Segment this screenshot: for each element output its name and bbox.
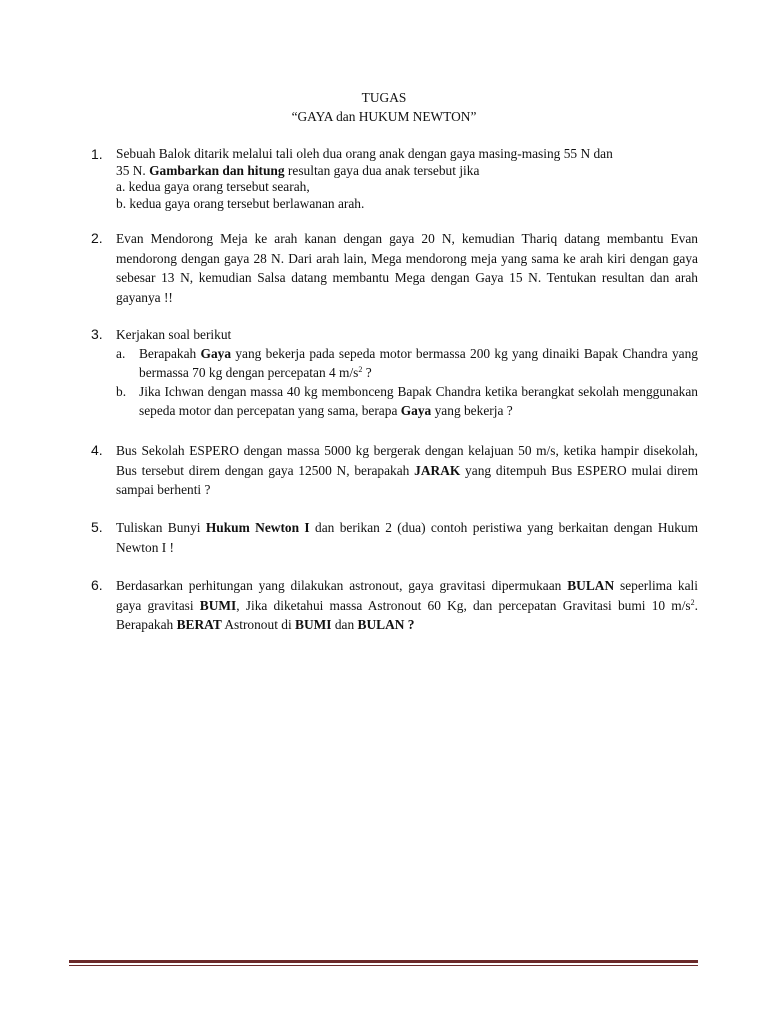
sub-question-b xyxy=(116,382,698,420)
superscript: 2 xyxy=(690,597,695,607)
question-line xyxy=(116,163,698,180)
question-body xyxy=(116,146,698,212)
question-body xyxy=(116,518,698,557)
text-run: Astronout di xyxy=(221,617,296,632)
text-run: ? xyxy=(362,365,372,380)
text-run: dan berikan 2 (dua) contoh peristiwa yang berkaitan dengan Hukum Newton I ! xyxy=(116,520,698,555)
sub-text xyxy=(139,382,698,420)
question-3 xyxy=(91,325,698,420)
text-run: Berdasarkan perhitungan yang dilakukan astronout, gaya gravitasi dipermukaan xyxy=(116,578,568,593)
text-run: yang bekerja ? xyxy=(431,403,513,418)
text-run: dan xyxy=(331,617,358,632)
sub-text xyxy=(139,344,698,382)
title-block xyxy=(0,88,768,126)
question-body xyxy=(116,576,698,635)
question-number: 2. xyxy=(91,230,103,246)
footer-rule-thin xyxy=(69,965,698,966)
text-run: resultan gaya dua anak tersebut jika xyxy=(284,162,480,178)
question-text xyxy=(116,576,698,635)
bold-text: BULAN ? xyxy=(357,617,415,632)
bold-text: Gaya xyxy=(400,403,432,418)
question-number: 1. xyxy=(91,146,103,162)
sub-letter: b. xyxy=(116,384,127,399)
sub-question-a xyxy=(116,344,698,382)
bold-text: Gaya xyxy=(200,346,232,361)
text-run: Tuliskan Bunyi xyxy=(116,520,206,535)
question-number: 5. xyxy=(91,519,103,535)
text-run: , Jika diketahui massa Astronout 60 Kg, dan percepatan Gravitasi bumi 10 m/s xyxy=(236,597,691,613)
text-run: 35 N. xyxy=(116,162,150,178)
sub-letter: a. xyxy=(116,346,126,361)
text-run: yang bekerja pada sepeda motor bermassa 200 kg yang dinaiki Bapak Chandra yang bermassa 70 kg dengan percepatan 4 m/s xyxy=(139,346,699,380)
question-body xyxy=(116,229,698,307)
bold-text: BERAT xyxy=(176,617,222,632)
question-body xyxy=(116,325,698,420)
text-run: yang ditempuh Bus ESPERO mulai direm sampai berhenti ? xyxy=(116,462,698,497)
question-text: Evan Mendorong Meja ke arah kanan dengan gaya 20 N, kemudian Thariq datang membantu Evan mendorong dengan gaya 28 N. Dari arah lain, Mega mendorong meja yang sama ke arah kiri dengan gaya sebesar 13 N, kemudian Salsa datang membantu Mega dengan Gaya 15 N. Tentukan resultan dan arah gayanya !! xyxy=(116,231,698,305)
question-line: Sebuah Balok ditarik melalui tali oleh dua orang anak dengan gaya masing-masing 55 N dan xyxy=(116,146,613,161)
bold-text: BULAN xyxy=(567,578,615,593)
question-4 xyxy=(91,441,698,500)
bold-text: Hukum Newton I xyxy=(205,520,310,535)
option-b: b. kedua gaya orang tersebut berlawanan arah. xyxy=(116,195,365,211)
bold-text: BUMI xyxy=(199,597,237,613)
question-number: 4. xyxy=(91,442,103,458)
question-number: 3. xyxy=(91,326,103,342)
document-subtitle: “GAYA dan HUKUM NEWTON” xyxy=(291,109,477,124)
footer-rule-thick xyxy=(69,960,698,963)
bold-text: BUMI xyxy=(295,617,332,632)
bold-text: Gambarkan dan hitung xyxy=(149,162,285,178)
question-1 xyxy=(91,146,698,212)
option-a: a. kedua gaya orang tersebut searah, xyxy=(116,179,310,194)
question-2 xyxy=(91,229,698,307)
text-run: Berapakah xyxy=(139,346,201,361)
text-run: Bus Sekolah ESPERO dengan massa 5000 kg bergerak dengan kelajuan 50 m/s, ketika hampir disekolah, Bus tersebut direm dengan gaya 12500 N, berapakah xyxy=(116,443,698,478)
text-run: seperlima kali gaya gravitasi xyxy=(116,578,699,613)
superscript: 2 xyxy=(358,365,363,374)
bold-text: JARAK xyxy=(414,462,461,478)
question-5 xyxy=(91,518,698,557)
question-text xyxy=(116,441,698,500)
question-body xyxy=(116,441,698,500)
text-run: . Berapakah xyxy=(116,597,698,632)
document-title: TUGAS xyxy=(361,90,407,105)
question-text xyxy=(116,518,698,557)
text-run: Jika Ichwan dengan massa 40 kg membonceng Bapak Chandra ketika berangkat sekolah menggunakan sepeda motor dan percepatan yang sama, berapa xyxy=(139,384,698,418)
question-number: 6. xyxy=(91,577,103,593)
question-intro: Kerjakan soal berikut xyxy=(116,327,232,342)
question-6 xyxy=(91,576,698,635)
